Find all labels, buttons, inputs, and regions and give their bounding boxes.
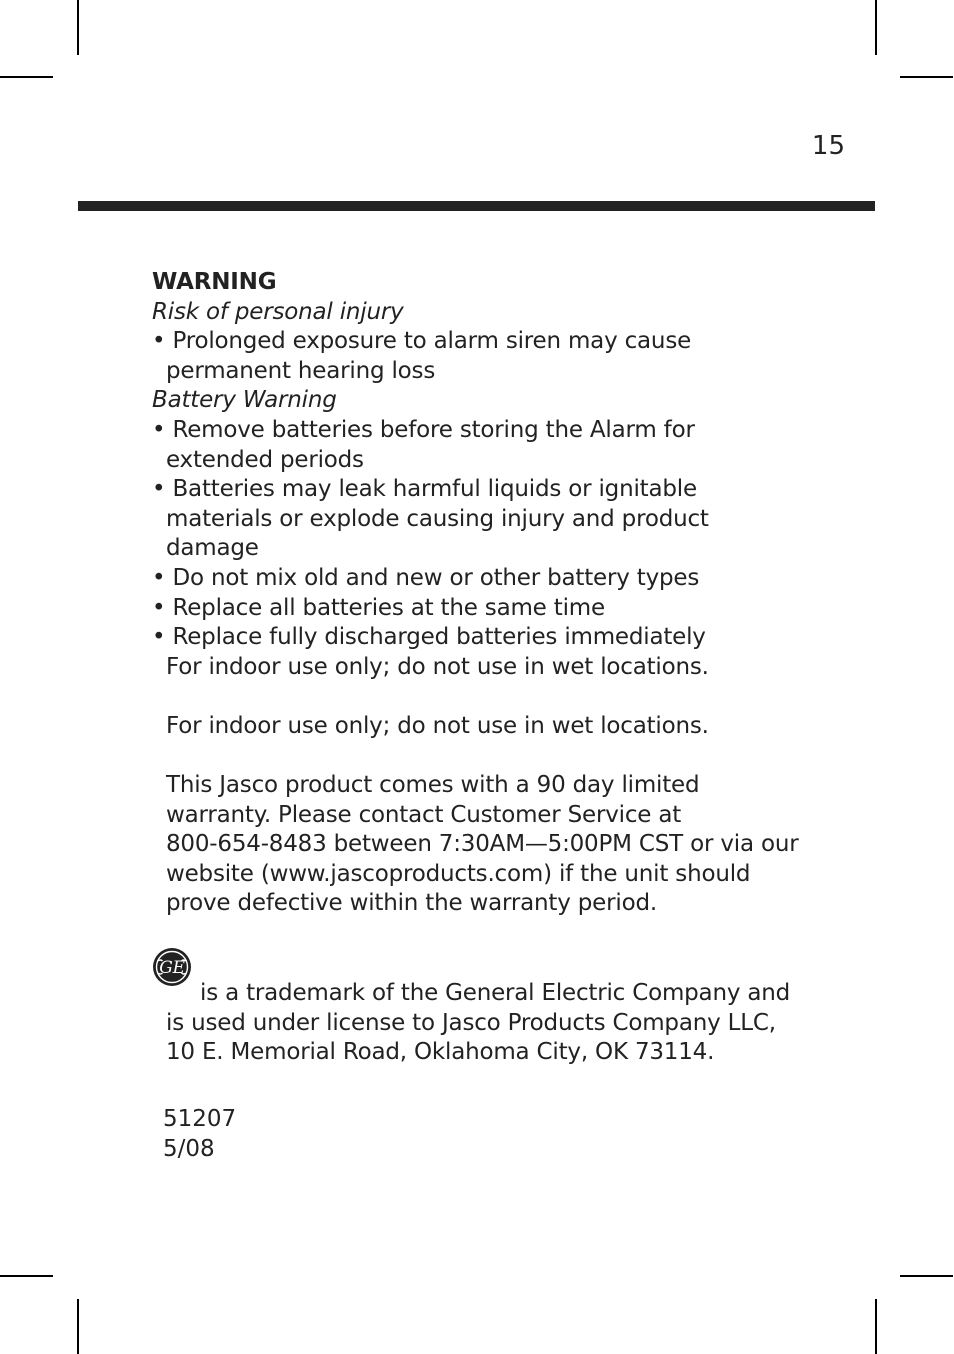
warranty-line: warranty. Please contact Customer Service at — [166, 801, 682, 828]
crop-mark-bottom-left — [0, 1275, 53, 1277]
battery-bullet-line: • Do not mix old and new or other battery types — [152, 564, 700, 591]
warranty-line: This Jasco product comes with a 90 day limited — [166, 772, 700, 799]
crop-mark-bottom-right — [875, 1299, 877, 1354]
injury-subheading: Risk of personal injury — [152, 298, 404, 325]
ge-logo-icon — [152, 947, 192, 987]
crop-mark-top-right — [875, 0, 877, 55]
battery-bullet-line: • Replace all batteries at the same time — [152, 594, 605, 621]
battery-bullet-line: damage — [166, 535, 259, 562]
model-number: 51207 — [163, 1106, 237, 1132]
battery-bullet-line: materials or explode causing injury and product — [166, 505, 709, 532]
indoor-use-notice: For indoor use only; do not use in wet locations. — [166, 653, 709, 680]
trademark-notice — [152, 958, 832, 1009]
crop-mark-top-left — [77, 0, 79, 55]
document-codes — [163, 1105, 236, 1164]
battery-bullet-line: extended periods — [166, 446, 364, 473]
ge-logo-text: GE — [159, 958, 185, 979]
print-date: 5/08 — [163, 1135, 215, 1162]
warranty-line: prove defective within the warranty period. — [166, 890, 657, 917]
warning-heading: WARNING — [152, 269, 277, 295]
injury-bullet-line: • Prolonged exposure to alarm siren may cause — [152, 328, 692, 355]
page-number: 15 — [811, 131, 845, 161]
header-rule — [78, 201, 875, 211]
trademark-line: 10 E. Memorial Road, Oklahoma City, OK 73114. — [166, 1039, 715, 1066]
battery-bullet-line: • Batteries may leak harmful liquids or ignitable — [152, 476, 697, 503]
crop-mark-top-left — [0, 76, 53, 78]
warranty-line: 800-654-8483 between 7:30AM—5:00PM CST or via our — [166, 831, 799, 858]
crop-mark-top-right — [900, 76, 953, 78]
trademark-line: is a trademark of the General Electric Company and — [200, 980, 791, 1007]
battery-subheading: Battery Warning — [152, 387, 337, 414]
warranty-line: website (www.jascoproducts.com) if the unit should — [166, 860, 751, 887]
page-content — [152, 268, 832, 1068]
battery-bullet-line: • Remove batteries before storing the Alarm for — [152, 416, 695, 443]
injury-bullet-line: permanent hearing loss — [166, 357, 436, 384]
crop-mark-bottom-left — [77, 1299, 79, 1354]
crop-mark-bottom-right — [900, 1275, 953, 1277]
battery-bullet-line: • Replace fully discharged batteries immediately — [152, 624, 706, 651]
trademark-line: is used under license to Jasco Products Company LLC, — [166, 1009, 776, 1036]
indoor-use-notice: For indoor use only; do not use in wet locations. — [166, 712, 709, 739]
